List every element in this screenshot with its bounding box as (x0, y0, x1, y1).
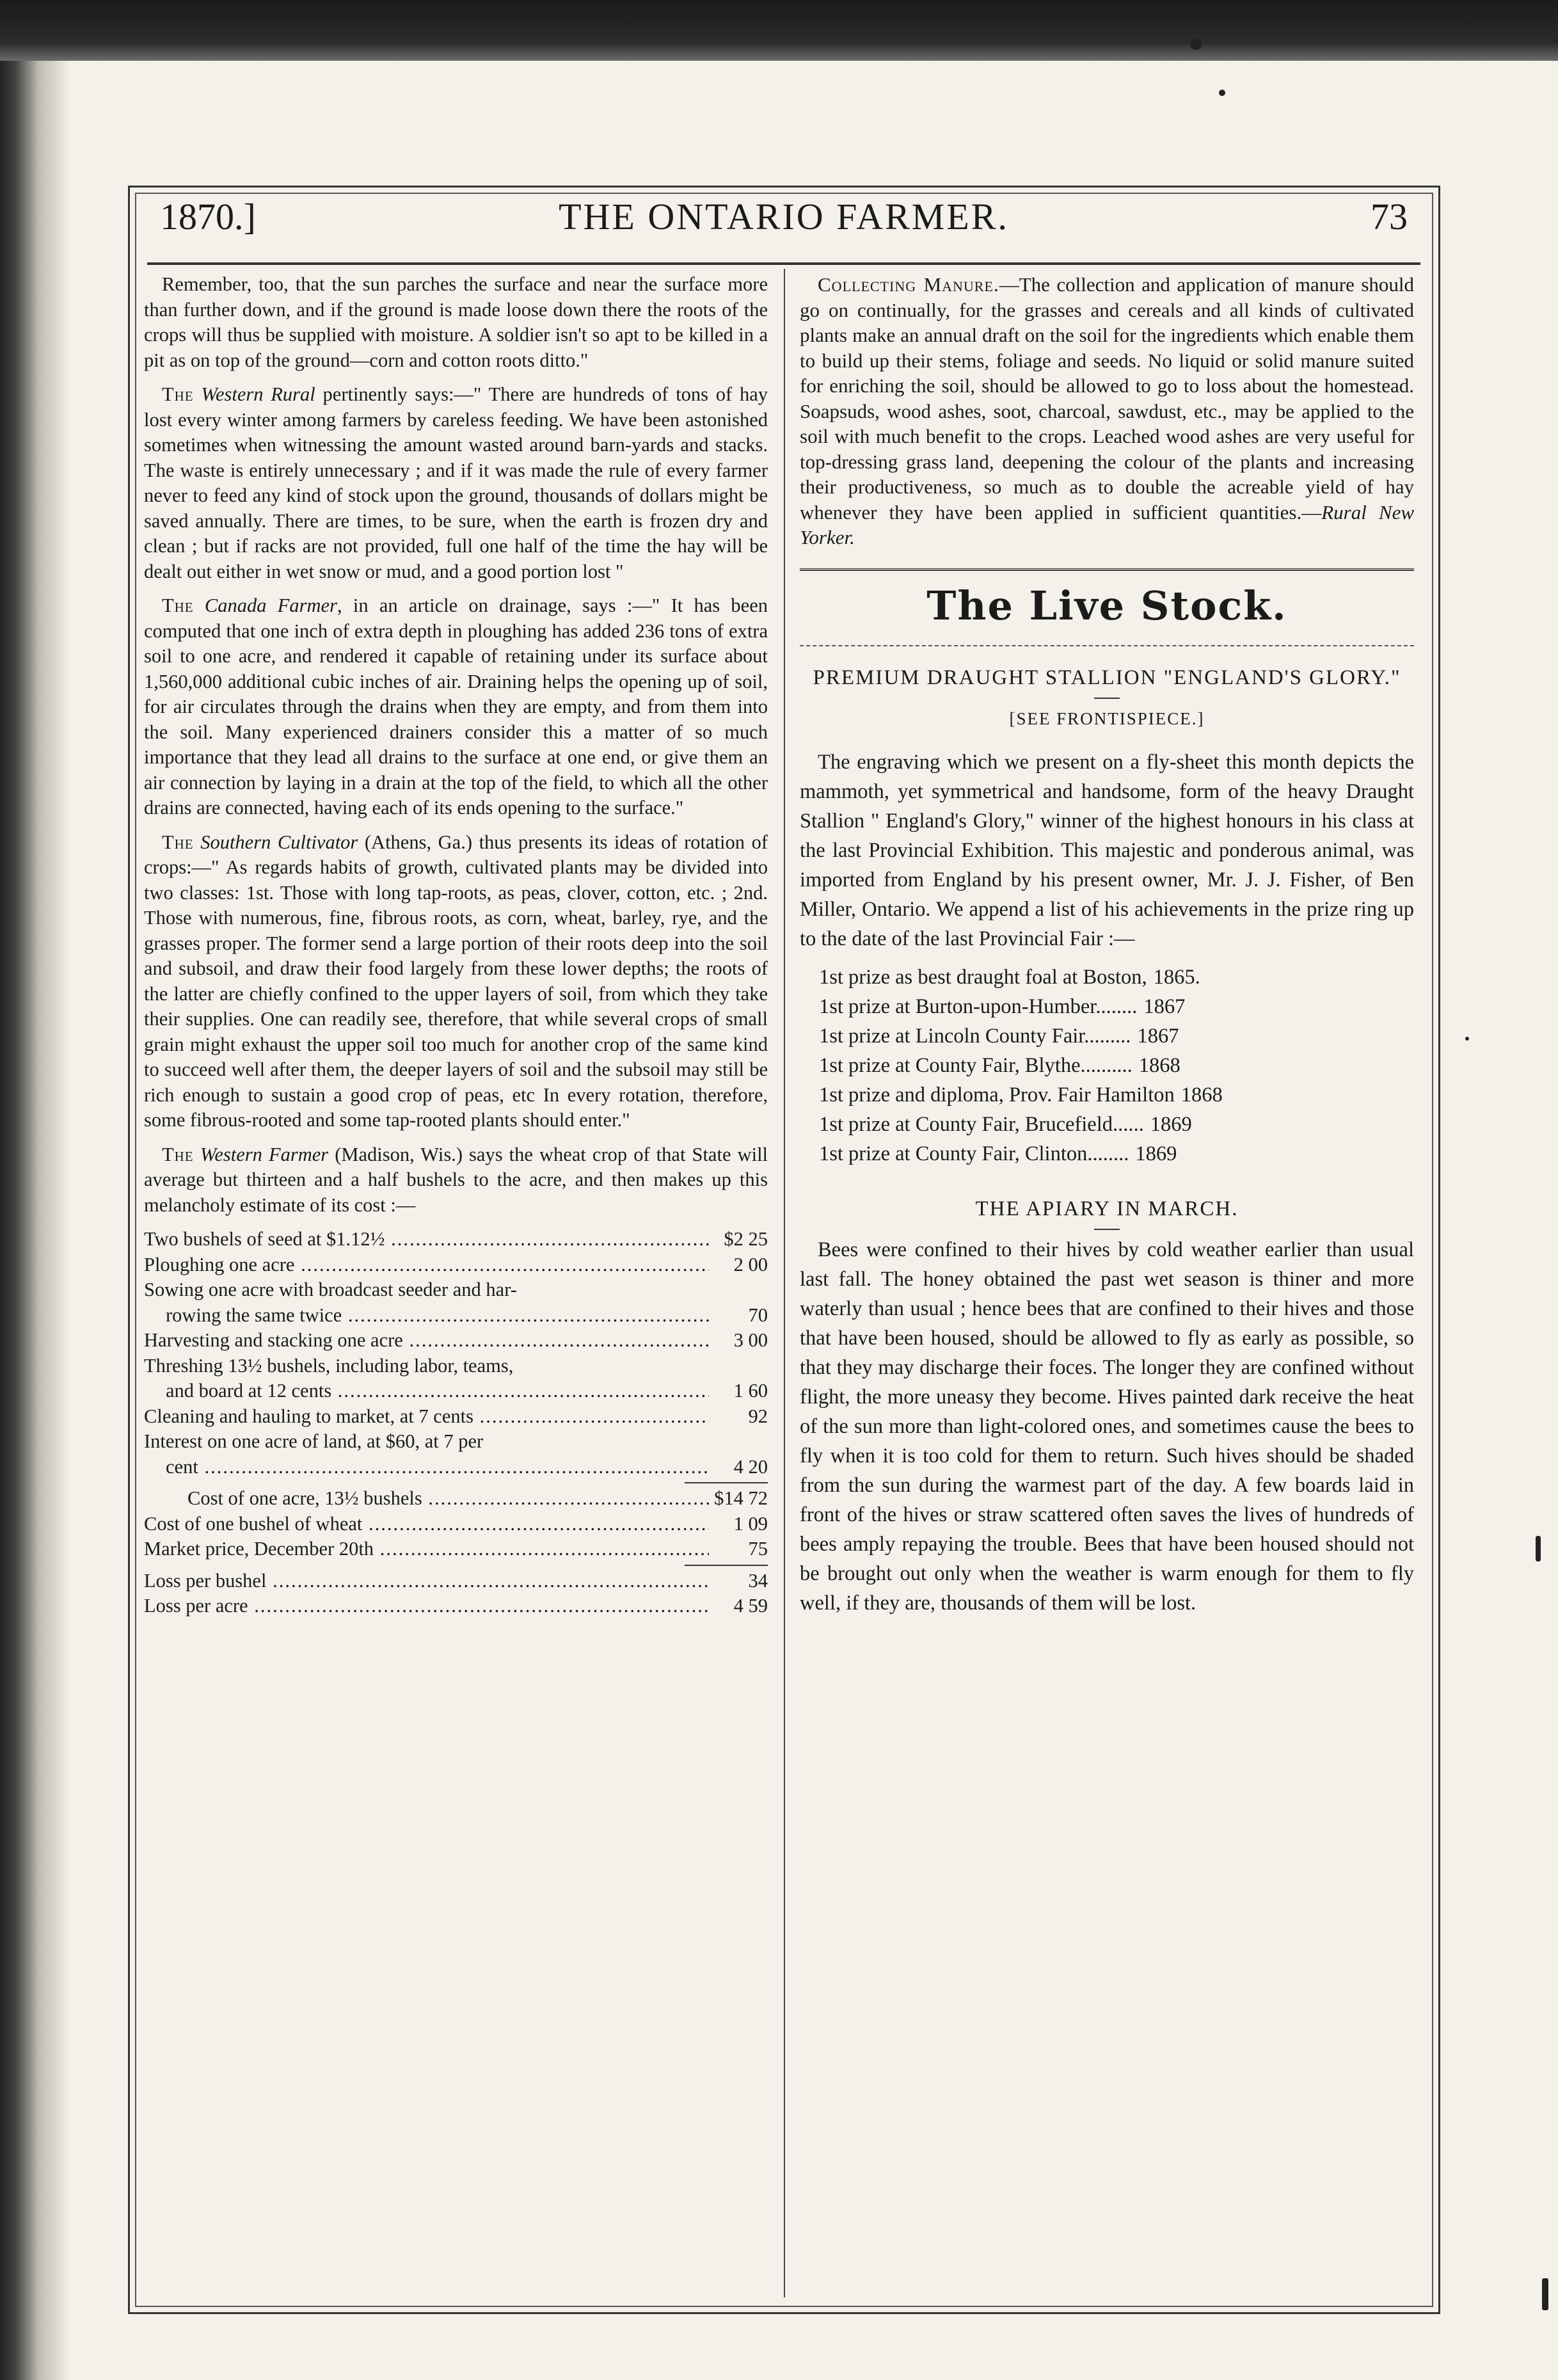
article-heading: THE APIARY IN MARCH. (975, 1197, 1239, 1220)
table-row: Ploughing one acre ..... 2 00 (144, 1252, 768, 1278)
column-divider (784, 269, 785, 2297)
kicker: Collecting Manure. (818, 273, 999, 296)
list-item: 1st prize at County Fair, Brucefield...... 1869 (819, 1112, 1192, 1136)
table-row: Two bushels of seed at $1.12½ ..... $2 25 (144, 1227, 768, 1252)
table-row: and board at 12 cents ..... 1 60 (144, 1378, 768, 1404)
table-row: cent ..... 4 20 (144, 1455, 768, 1480)
kicker: The (162, 1143, 194, 1165)
table-row: Harvesting and stacking one acre ..... 3 00 (144, 1328, 768, 1354)
divider (1094, 698, 1120, 699)
divider (1094, 1229, 1120, 1230)
paragraph-apiary: Bees were confined to their hives by cold weather earlier than usual last fall. The honey obtained the past wet season is thiner and more waterly than usual ; hence bees that are confined to their hives and those that have been housed, should be allowed to fly as early as possible, so that they may discharge their foces. The longer they are confined without flight, the more uneasy they become. Hives painted dark receive the heat of the sun more than light-colored ones, and sometimes cause the bees to fly when it is too cold for them to return. Such hives should be shaded from the sun during the warmest part of the day. A few boards laid in front of the hives or straw scattered often saves the lives of hundreds of bees amply repaying the trouble. Bees that have been housed should not be brought out only when the weather is warm enough for them to fly well, if they are, thousands of them will be lost. (800, 1238, 1414, 1615)
list-item: 1st prize at Burton-upon-Humber........ 1867 (819, 994, 1186, 1018)
table-row: Interest on one acre of land, at $60, at 7 per (144, 1430, 484, 1452)
paragraph-canada-farmer (144, 593, 768, 821)
kicker: The (162, 831, 194, 853)
paragraph-sun-roots: Remember, too, that the sun parches the surface and near the surface more than further down, and if the ground is made loose down there the roots of the crops will thus be supplied with moisture. A soldier isn't so apt to be killed in a pit as on top of the ground—corn and cotton roots ditto." (144, 273, 768, 371)
source-name: Rural New Yorker. (800, 500, 1415, 548)
header-rule (147, 262, 1420, 265)
paragraph-stallion: The engraving which we present on a fly-sheet this month depicts the mammoth, yet symmetrical and handsome, form of the heavy Draught Stallion " England's Glory," winner of the highest honours in his class at the last Provincial Exhibition. This majestic and ponderous animal, was imported from England by his present owner, Mr. J. J. Fisher, of Ben Miller, Ontario. We append a list of his achievements in the prize ring up to the date of the last Provincial Fair :— (800, 750, 1414, 950)
section-rule (800, 568, 1414, 571)
paragraph-western-farmer (144, 1142, 768, 1218)
source-name: Western Farmer (200, 1143, 329, 1165)
paragraph-body: (Madison, Wis.) says the wheat crop of that State will average but thirteen and a half bushels to the acre, and then makes up this melancholy estimate of its cost :— (144, 1143, 768, 1216)
paragraph-collecting-manure (800, 272, 1414, 550)
table-row: Loss per bushel ..... 34 (144, 1569, 768, 1594)
table-row: Cleaning and hauling to market, at 7 cents ..... 92 (144, 1404, 768, 1430)
scan-top-band (0, 0, 1558, 61)
table-row: Cost of one bushel of wheat ..... 1 09 (144, 1512, 768, 1537)
right-column (800, 272, 1414, 2301)
running-head (147, 195, 1420, 266)
kicker: The (162, 383, 194, 405)
issue-year: 1870.] (160, 196, 256, 237)
table-row: Loss per acre ..... 4 59 (144, 1593, 768, 1619)
paragraph-body: , in an article on drainage, says :—" It has been computed that one inch of extra depth in ploughing has added 236 tons of extra soil to one acre, and rendered it capable of retaining under its surface about 1,560,000 additional cubic inches of air. Draining helps the opening up of soil, for air circulates through the drains when they are empty, and from them into the soil. Many experienced drainers consider this a matter of so much importance that they lead all drains to the surface at one end, or give them an air connection by laying in a drain at the top of the field, to which all the other drains are connected, having each of its ends opening to the surface." (144, 595, 768, 819)
section-title: The Live Stock. (926, 582, 1287, 629)
wheat-cost-table (144, 1227, 768, 1619)
article-subheading: [SEE FRONTISPIECE.] (1009, 708, 1205, 728)
table-row: Threshing 13½ bushels, including labor, teams, (144, 1354, 514, 1377)
kicker: The (162, 595, 194, 616)
table-row: Sowing one acre with broadcast seeder and har- (144, 1279, 517, 1300)
list-item: 1st prize at Lincoln County Fair......... 1867 (819, 1024, 1179, 1048)
paragraph-body: —The collection and application of manure should go on continually, for the grasses and cereals and all kinds of cultivated plants make an annual draft on the soil for the ingredients which enable them to build up their stems, foliage and seeds. No liquid or solid manure suited for enriching the soil, should be allowed to go to loss about the homestead. Soapsuds, wood ashes, soot, charcoal, sawdust, etc., may be applied to the soil with much benefit to the crops. Leached wood ashes are very useful for top-dressing grass land, deepening the colour of the plants and increasing their productiveness, so much as to double the acreable yield of hay whenever they have been applied in sufficient quantities.— (800, 273, 1415, 523)
scan-speck (1542, 2278, 1548, 2310)
table-row: Market price, December 20th ..... 75 (144, 1537, 768, 1562)
source-name: Canada Farmer (204, 595, 337, 616)
scan-speck (1536, 1536, 1541, 1561)
table-row: Cost of one acre, 13½ bushels ..... $14 72 (144, 1486, 768, 1512)
table-row: rowing the same twice ..... 70 (144, 1303, 768, 1329)
left-column (144, 272, 768, 2301)
list-item: 1st prize at County Fair, Blythe.......... 1868 (819, 1053, 1180, 1077)
section-rule (800, 645, 1414, 646)
paragraph-body: (Athens, Ga.) thus presents its ideas of rotation of crops:—" As regards habits of growth, cultivated plants may be divided into two classes: 1st. Those with long tap-roots, as peas, clover, cotton, etc. ; 2nd. Those with numerous, fine, fibrous roots, as corn, wheat, barley, rye, and the grasses proper. The former send a large portion of their roots deep into the soil and subsoil, and draw their food largely from these lower depths; the roots of the latter are chiefly confined to the upper layers of soil, from which they take their supplies. One can readily see, therefore, that while several crops of small grain might exhaust the upper soil too much for another crop of the same kind to succeed well after them, the deeper layers of soil and the subsoil may still be rich enough to sustain a good crop of peas, etc In every rotation, therefore, some fibrous-rooted and some tap-rooted plants should enter." (144, 831, 768, 1131)
prize-list (819, 962, 1414, 1169)
paragraph-western-rural (144, 382, 768, 584)
scan-speck (1465, 1037, 1469, 1041)
list-item: 1st prize and diploma, Prov. Fair Hamilton 1868 (819, 1083, 1223, 1106)
paragraph-body: pertinently says:—" There are hundreds of tons of hay lost every winter among farmers by careless feeding. We have been astonished sometimes when witnessing the amount wasted around barn-yards and stacks. The waste is entirely unnecessary ; and if it was made the rule of every farmer never to feed any kind of stock upon the ground, thousands of dollars might be saved annually. There are times, to be sure, when the earth is frozen dry and clean ; but if racks are not provided, full one half of the time the hay will be dealt out either in wet snow or mud, and a good portion lost " (144, 383, 768, 582)
list-item: 1st prize at County Fair, Clinton........ 1869 (819, 1142, 1177, 1165)
scan-left-edge (0, 61, 70, 2380)
article-heading: PREMIUM DRAUGHT STALLION "ENGLAND'S GLORY." (813, 666, 1401, 689)
source-name: Southern Cultivator (200, 831, 358, 853)
publication-title: THE ONTARIO FARMER. (559, 196, 1009, 237)
sum-rule (685, 1565, 768, 1566)
list-item: 1st prize as best draught foal at Boston, 1865. (819, 965, 1200, 989)
page-number: 73 (1371, 196, 1408, 237)
scan-speck (1219, 90, 1225, 96)
sum-rule (685, 1482, 768, 1483)
scan-speck (1190, 38, 1202, 50)
source-name: Western Rural (201, 383, 315, 405)
paragraph-southern-cultivator (144, 830, 768, 1133)
